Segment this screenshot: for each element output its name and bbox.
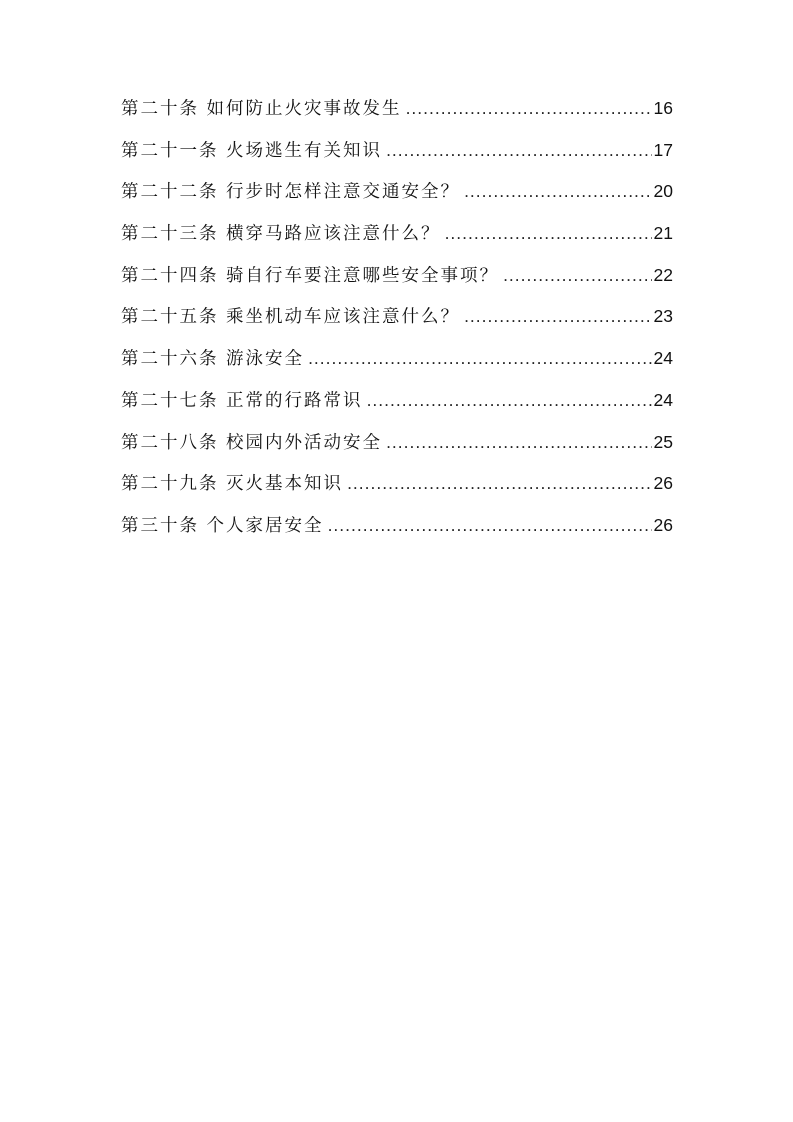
toc-page-number: 23 — [653, 306, 673, 327]
toc-page-number: 24 — [653, 389, 673, 410]
toc-entry[interactable] — [121, 505, 673, 547]
toc-entry-title: 第三十条 个人家居安全 — [121, 515, 324, 536]
toc-dot-leader — [308, 338, 651, 380]
toc-entry[interactable] — [121, 213, 673, 255]
toc-dot-leader — [503, 255, 651, 297]
toc-entry[interactable] — [121, 88, 673, 130]
toc-entry[interactable] — [121, 338, 673, 380]
toc-entry-title: 第二十九条 灭火基本知识 — [121, 474, 344, 495]
toc-page-number: 21 — [653, 223, 673, 244]
toc-page-number: 16 — [653, 98, 673, 118]
toc-entry[interactable] — [121, 463, 673, 505]
toc-page-number: 25 — [653, 431, 673, 452]
toc-entry[interactable] — [121, 130, 673, 172]
toc-dot-leader — [347, 463, 651, 505]
toc-entry-title: 第二十条 如何防止火灾事故发生 — [121, 99, 402, 119]
toc-entry[interactable] — [121, 422, 673, 464]
toc-dot-leader — [445, 213, 652, 255]
toc-dot-leader — [464, 171, 651, 213]
toc-entry-title: 第二十七条 正常的行路常识 — [121, 390, 363, 411]
toc-dot-leader — [386, 130, 651, 172]
toc-entry-title: 第二十八条 校园内外活动安全 — [121, 432, 383, 453]
toc-entry[interactable] — [121, 171, 673, 213]
table-of-contents — [121, 88, 673, 547]
toc-page-number: 26 — [653, 514, 673, 535]
toc-entry-title: 第二十六条 游泳安全 — [121, 349, 305, 370]
toc-entry-title: 第二十一条 火场逃生有关知识 — [121, 140, 383, 161]
toc-entry-title: 第二十二条 行步时怎样注意交通安全？ — [121, 182, 461, 203]
toc-dot-leader — [406, 88, 652, 130]
toc-page-number: 24 — [653, 348, 673, 369]
toc-dot-leader — [386, 422, 651, 464]
toc-page-number: 20 — [653, 181, 673, 202]
toc-page-number: 17 — [653, 139, 673, 160]
toc-entry-title: 第二十四条 骑自行车要注意哪些安全事项？ — [121, 265, 500, 286]
toc-page-number: 26 — [653, 473, 673, 494]
toc-entry[interactable] — [121, 255, 673, 297]
toc-dot-leader — [328, 505, 652, 547]
toc-page-number: 22 — [653, 264, 673, 285]
toc-dot-leader — [367, 380, 652, 422]
toc-entry-title: 第二十五条 乘坐机动车应该注意什么？ — [121, 307, 461, 328]
toc-entry[interactable] — [121, 296, 673, 338]
toc-dot-leader — [464, 296, 651, 338]
toc-entry-title: 第二十三条 横穿马路应该注意什么？ — [121, 224, 441, 245]
toc-entry[interactable] — [121, 380, 673, 422]
